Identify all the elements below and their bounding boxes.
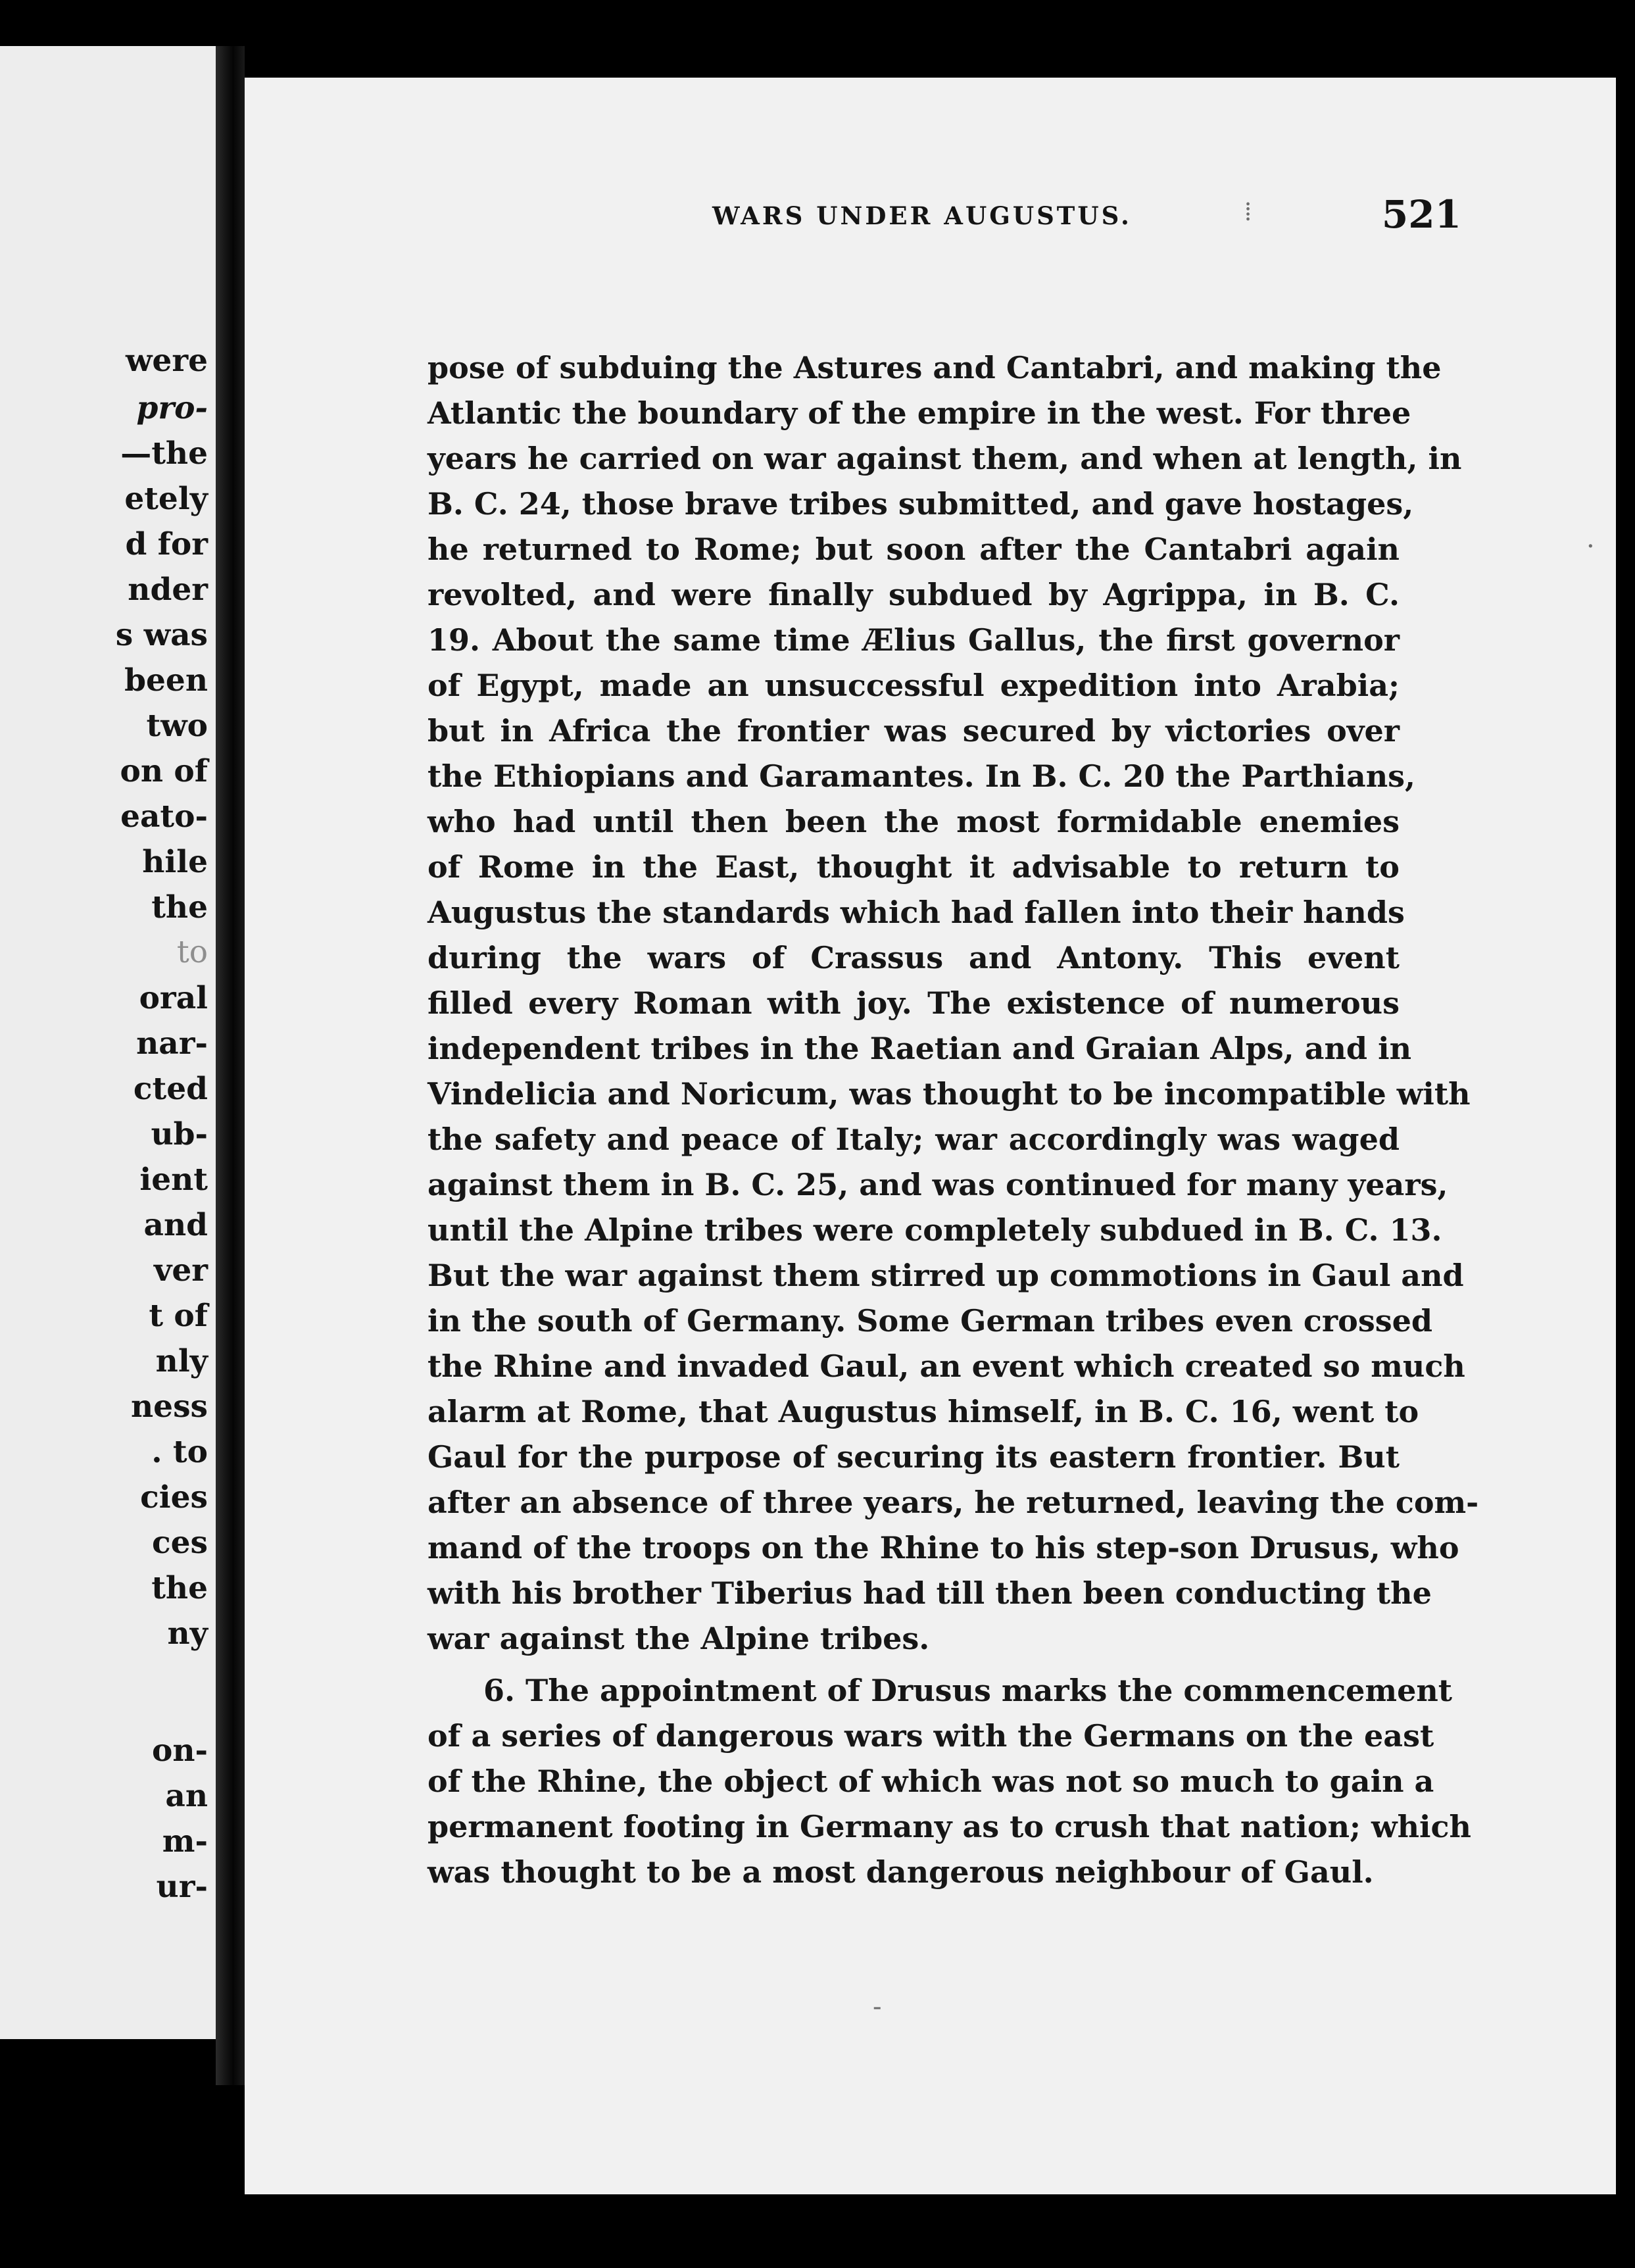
text-line: of Rome in the East, thought it advisable to return to: [427, 849, 1400, 885]
text-line: revolted, and were finally subdued by Agrippa, in B. C.: [427, 577, 1400, 612]
left-page-word: t of: [149, 1298, 208, 1334]
left-page-word: nar-: [136, 1025, 208, 1062]
left-page-word: oral: [139, 980, 208, 1016]
left-page-word: the: [151, 1570, 208, 1606]
left-page-word: nder: [128, 572, 208, 608]
scan-speck: ⁞: [1244, 197, 1252, 227]
left-page-word: pro-: [136, 390, 208, 426]
left-page-word: d for: [125, 526, 208, 562]
left-page-word: hile: [142, 844, 208, 880]
left-page-word: ny: [167, 1615, 208, 1652]
book-gutter: [216, 46, 245, 2085]
text-line: he returned to Rome; but soon after the Cantabri again: [427, 531, 1400, 567]
left-page-word: ver: [154, 1252, 208, 1289]
left-page-word: two: [146, 708, 208, 744]
text-line: pose of subduing the Astures and Cantabri, and making the: [427, 350, 1442, 385]
left-page-word: ient: [139, 1162, 208, 1198]
text-line: But the war against them stirred up commotions in Gaul and: [427, 1258, 1464, 1293]
left-page-word: cted: [133, 1071, 208, 1107]
left-page-word: —the: [120, 435, 208, 472]
left-page-word: were: [125, 343, 208, 379]
text-line: during the wars of Crassus and Antony. This event: [427, 940, 1400, 975]
left-page-word: ness: [131, 1389, 208, 1425]
text-line: Augustus the standards which had fallen into their hands: [427, 895, 1405, 930]
text-line: years he carried on war against them, and when at length, in: [427, 441, 1462, 476]
left-page-word: to: [176, 934, 208, 970]
text-line: permanent footing in Germany as to crush that nation; which: [427, 1809, 1471, 1844]
text-line: the Rhine and invaded Gaul, an event which created so much: [427, 1348, 1465, 1384]
left-page-word: ces: [152, 1525, 208, 1561]
left-page-word: ub-: [151, 1116, 208, 1152]
text-line: 19. About the same time Ælius Gallus, the first governor: [427, 622, 1400, 658]
left-page-word: on-: [151, 1733, 208, 1769]
left-page-word: nly: [155, 1343, 208, 1379]
left-page-word: s was: [115, 617, 208, 653]
text-line: with his brother Tiberius had till then been conducting the: [427, 1575, 1432, 1611]
text-line: after an absence of three years, he returned, leaving the com-: [427, 1485, 1479, 1520]
text-line: of Egypt, made an unsuccessful expedition into Arabia;: [427, 668, 1400, 703]
text-line: the Ethiopians and Garamantes. In B. C. 20 the Parthians,: [427, 758, 1416, 794]
text-line: independent tribes in the Raetian and Graian Alps, and in: [427, 1031, 1412, 1066]
left-page-word: m-: [162, 1823, 208, 1860]
text-line: mand of the troops on the Rhine to his step-son Drusus, who: [427, 1530, 1459, 1565]
text-line: but in Africa the frontier was secured by victories over: [427, 713, 1400, 749]
text-line: against them in B. C. 25, and was continued for many years,: [427, 1167, 1448, 1202]
left-page-word: on of: [120, 753, 208, 789]
left-page-word: . to: [151, 1434, 208, 1470]
left-page-word: an: [165, 1778, 208, 1814]
page-number: 521: [1381, 192, 1461, 237]
left-page-word: the: [151, 889, 208, 925]
left-page-word: ur-: [156, 1869, 208, 1905]
text-line: was thought to be a most dangerous neighbour of Gaul.: [427, 1854, 1374, 1890]
text-line: of the Rhine, the object of which was not so much to gain a: [427, 1763, 1434, 1799]
text-line: war against the Alpine tribes.: [427, 1621, 930, 1656]
left-page-word: etely: [124, 481, 208, 517]
scan-speck: ·: [1586, 531, 1595, 562]
text-line: in the south of Germany. Some German tribes even crossed: [427, 1303, 1433, 1339]
text-line: who had until then been the most formidable enemies: [427, 804, 1400, 839]
paragraph-start-line: 6. The appointment of Drusus marks the commencement: [483, 1673, 1453, 1708]
left-page-fragment: [0, 46, 216, 2039]
running-head: [482, 192, 1464, 245]
left-page-word: cies: [140, 1479, 208, 1516]
text-line: Vindelicia and Noricum, was thought to be incompatible with: [427, 1076, 1471, 1112]
text-line: Atlantic the boundary of the empire in the west. For three: [427, 395, 1411, 431]
page-title: WARS UNDER AUGUSTUS.: [712, 201, 1132, 230]
text-line: the safety and peace of Italy; war accordingly was waged: [427, 1122, 1400, 1157]
text-line: Gaul for the purpose of securing its eastern frontier. But: [427, 1439, 1400, 1475]
text-line: alarm at Rome, that Augustus himself, in B. C. 16, went to: [427, 1394, 1419, 1429]
left-page-word: eato-: [120, 799, 208, 835]
scan-speck: -: [873, 1992, 882, 2022]
text-line: filled every Roman with joy. The existence of numerous: [427, 985, 1400, 1021]
left-page-word: been: [124, 662, 208, 699]
text-line: B. C. 24, those brave tribes submitted, and gave hostages,: [427, 486, 1414, 522]
text-line: until the Alpine tribes were completely subdued in B. C. 13.: [427, 1212, 1442, 1248]
text-line: of a series of dangerous wars with the Germans on the east: [427, 1718, 1434, 1754]
left-page-word: and: [143, 1207, 208, 1243]
